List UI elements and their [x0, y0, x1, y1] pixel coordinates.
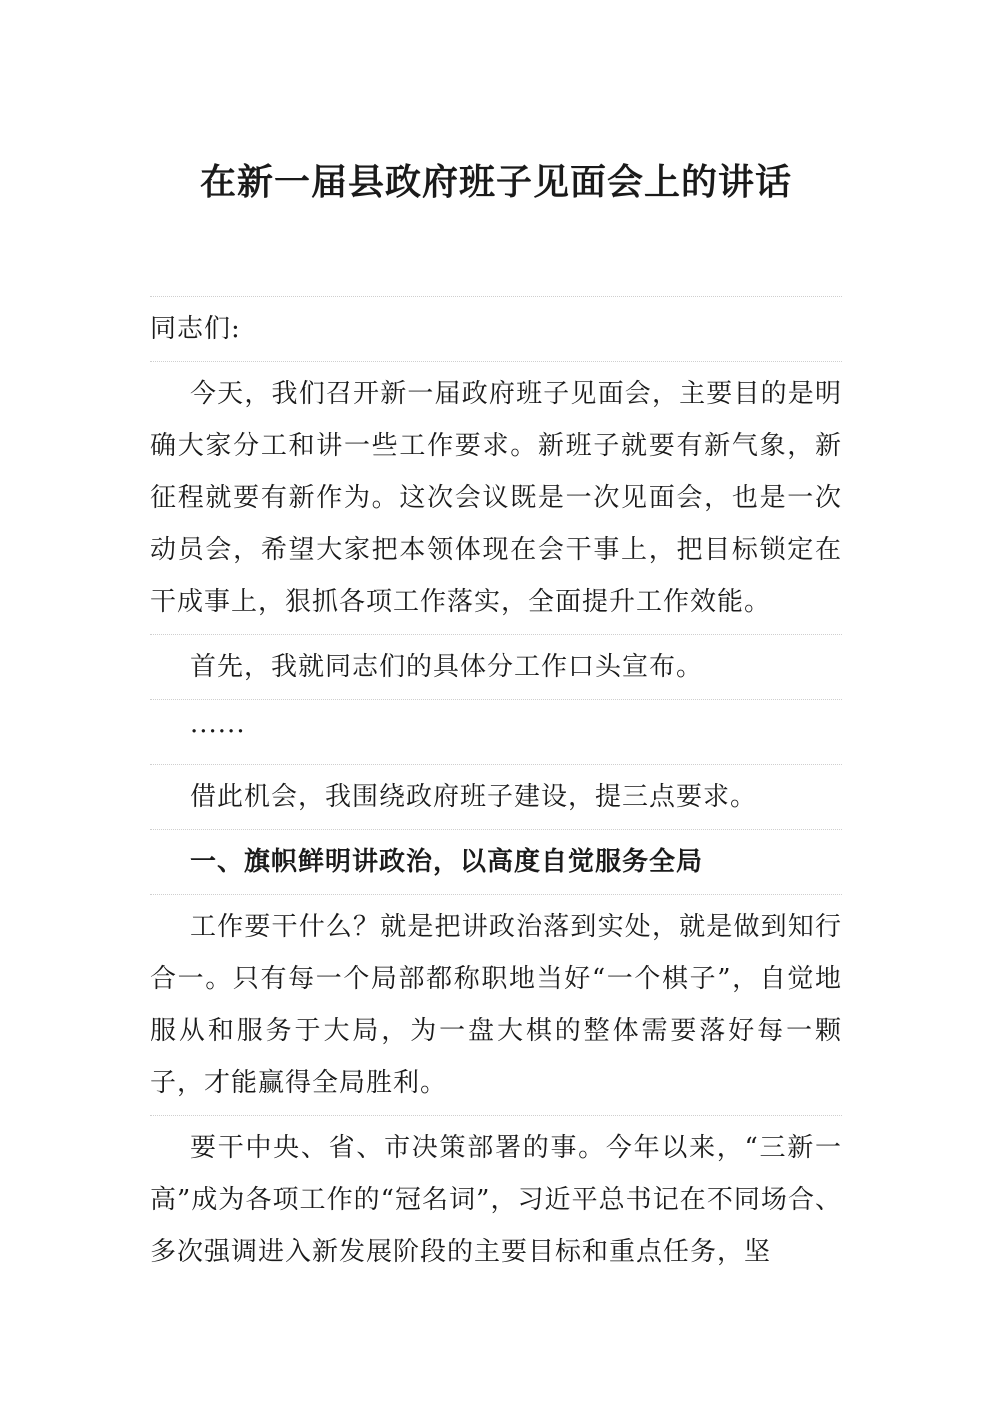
section-heading: 一、旗帜鲜明讲政治，以高度自觉服务全局	[150, 830, 842, 895]
paragraph: 工作要干什么？就是把讲政治落到实处，就是做到知行合一。只有每一个局部都称职地当好“一个棋子”，自觉地服从和服务于大局，为一盘大棋的整体需要落好每一颗子，才能赢得全局胜利。	[150, 895, 842, 1116]
document-title: 在新一届县政府班子见面会上的讲话	[199, 161, 792, 203]
salutation: 同志们:	[150, 296, 842, 362]
paragraph: 今天，我们召开新一届政府班子见面会，主要目的是明确大家分工和讲一些工作要求。新班子就要有新气象，新征程就要有新作为。这次会议既是一次见面会，也是一次动员会，希望大家把本领体现在会干事上，把目标锁定在干成事上，狠抓各项工作落实，全面提升工作效能。	[150, 362, 842, 635]
paragraph: 首先，我就同志们的具体分工作口头宣布。	[150, 635, 842, 700]
paragraph: 借此机会，我围绕政府班子建设，提三点要求。	[150, 765, 842, 830]
ellipsis-paragraph: ······	[150, 700, 842, 765]
document-body	[150, 296, 842, 1284]
paragraph: 要干中央、省、市决策部署的事。今年以来，“三新一高”成为各项工作的“冠名词”，习近平总书记在不同场合、多次强调进入新发展阶段的主要目标和重点任务，坚	[150, 1133, 842, 1267]
